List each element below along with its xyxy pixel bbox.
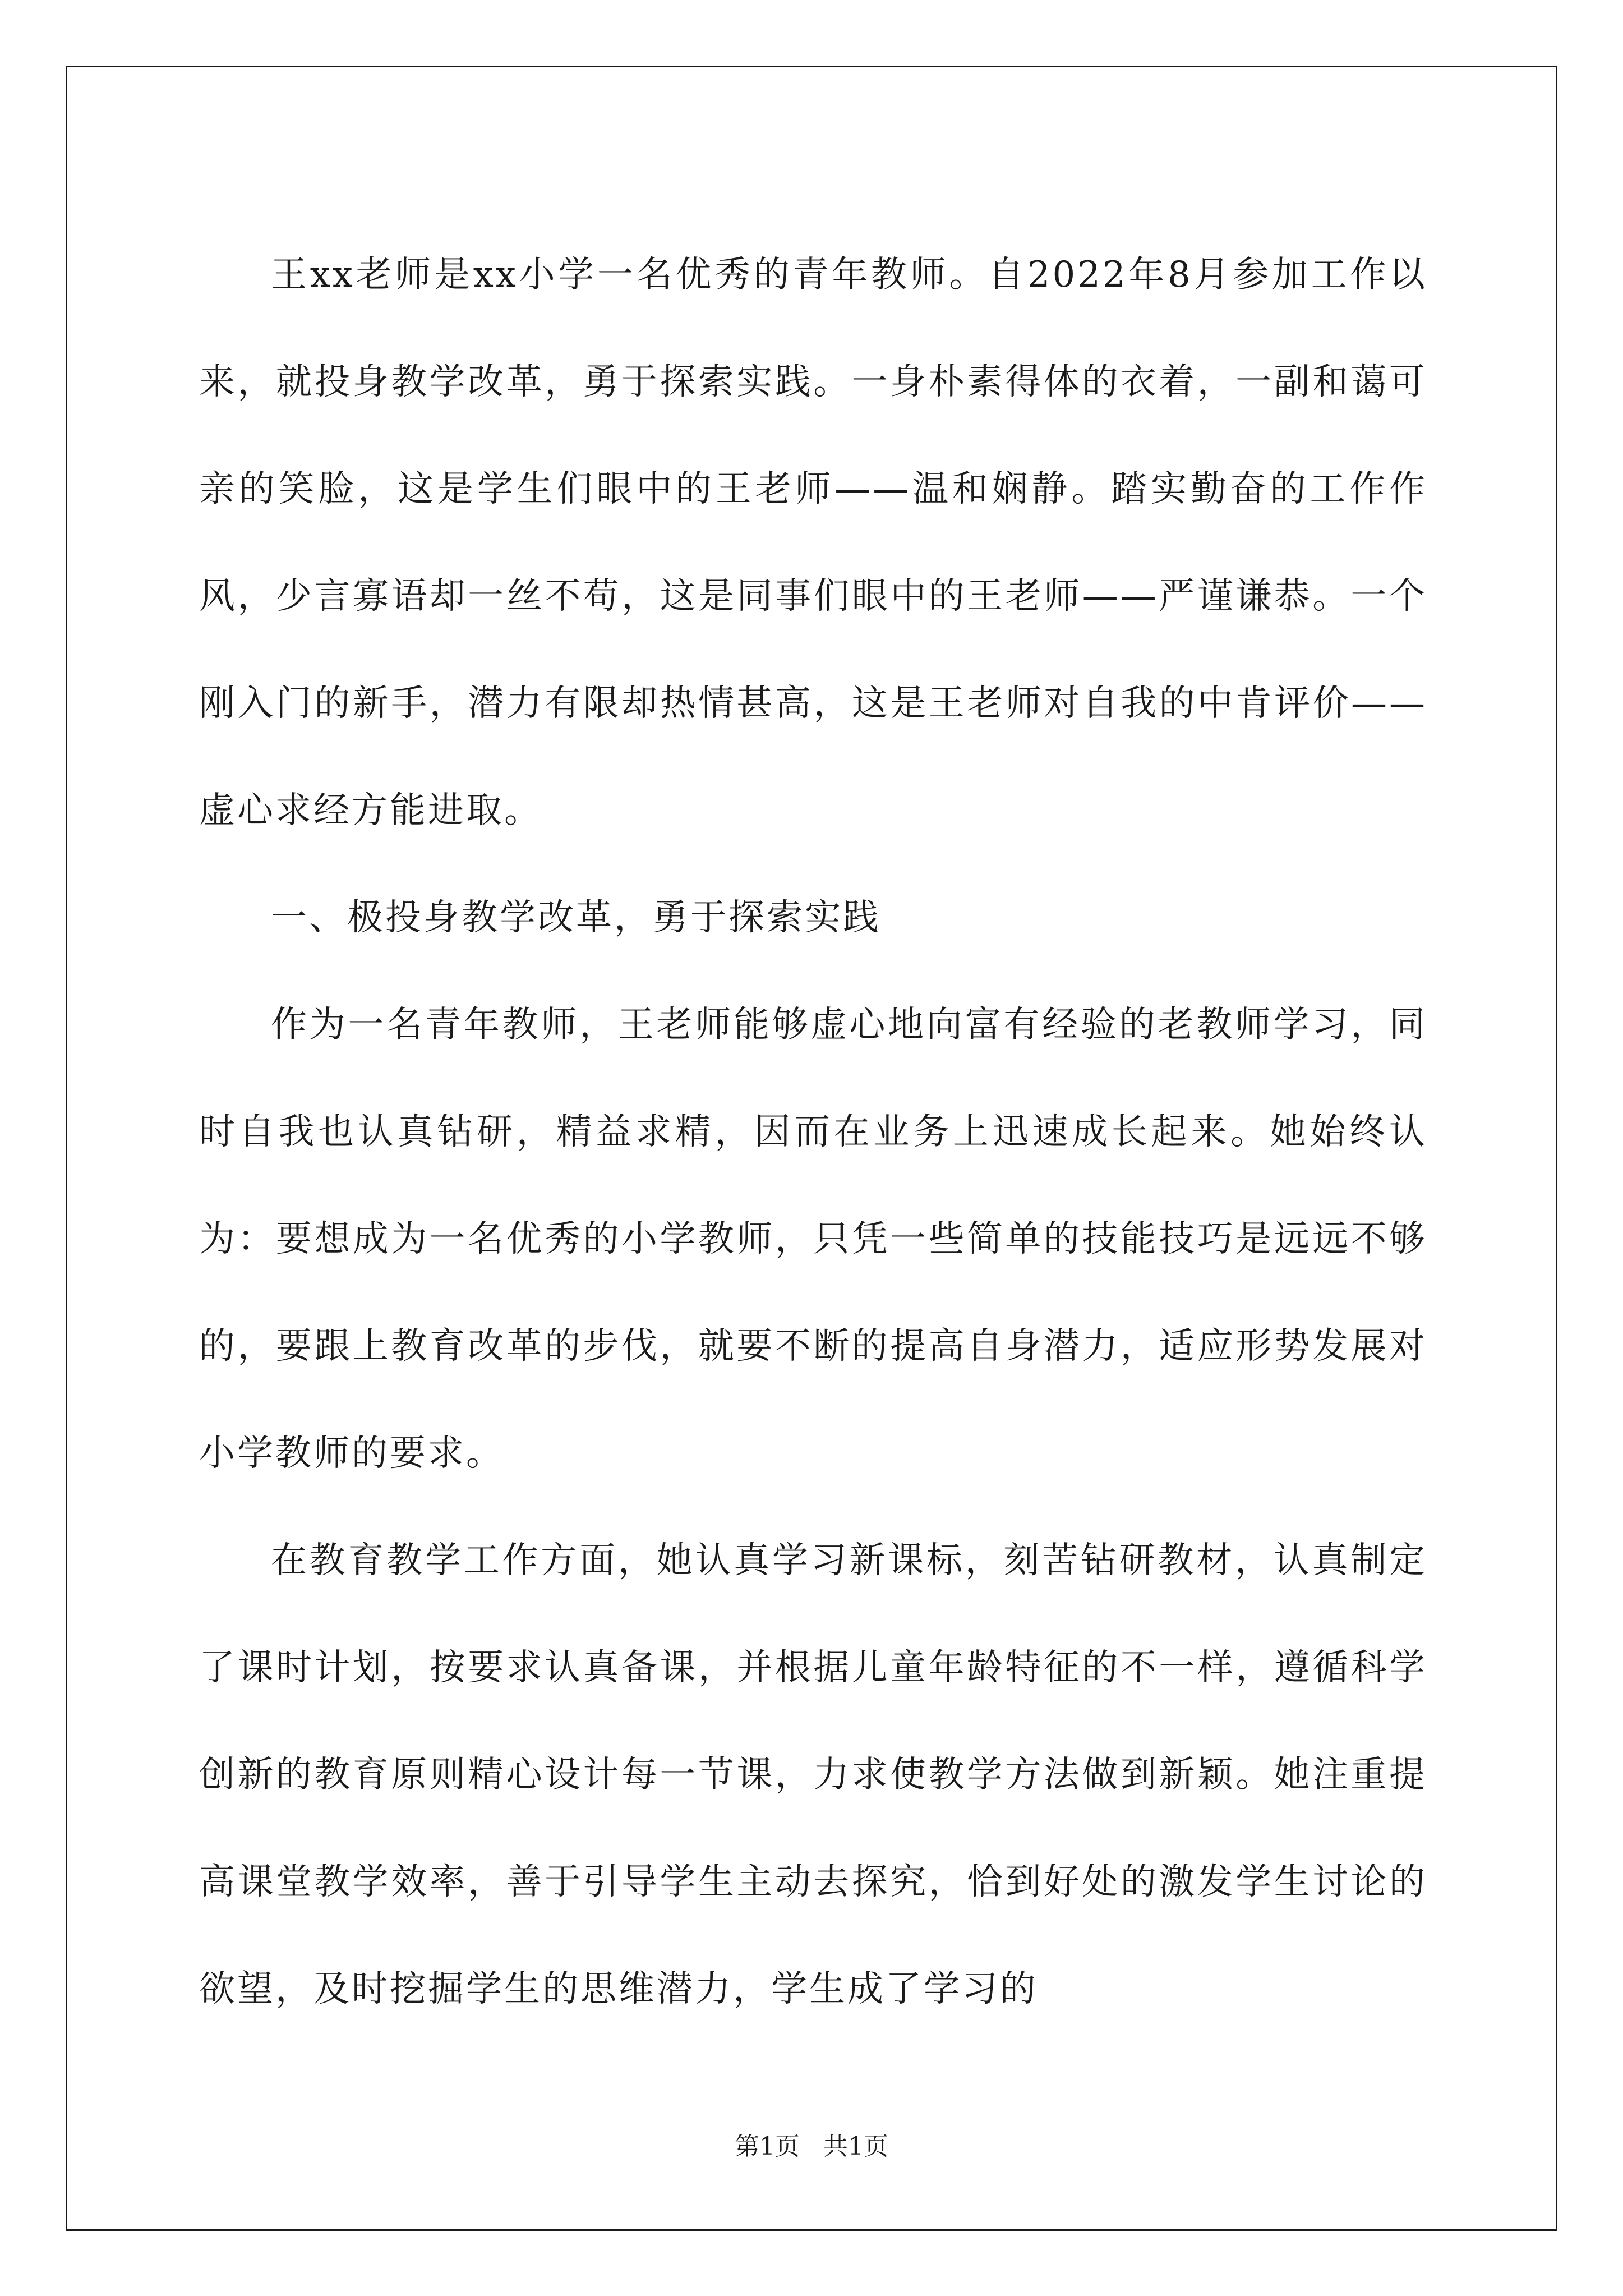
paragraph-teaching: 在教育教学工作方面，她认真学习新课标，刻苦钻研教材，认真制定了课时计划，按要求认真备课，并根据儿童年龄特征的不一样，遵循科学创新的教育原则精心设计每一节课，力求使教学方法做到新颖。她注重提高课堂教学效率，善于引导学生主动去探究，恰到好处的激发学生讨论的欲望，及时挖掘学生的思维潜力，学生成了学习的 — [199, 1540, 1427, 2010]
page-number-footer: 第1页 共1页 — [735, 2132, 888, 2161]
paragraph-intro: 王xx老师是xx小学一名优秀的青年教师。自2022年8月参加工作以来，就投身教学改革，勇于探索实践。一身朴素得体的衣着，一副和蔼可亲的笑脸，这是学生们眼中的王老师——温和娴静。踏实勤奋的工作作风，少言寡语却一丝不苟，这是同事们眼中的王老师——严谨谦恭。一个刚入门的新手，潜力有限却热情甚高，这是王老师对自我的中肯评价——虚心求经方能进取。 — [199, 254, 1427, 831]
paragraph-growth: 作为一名青年教师，王老师能够虚心地向富有经验的老教师学习，同时自我也认真钻研，精益求精，因而在业务上迅速成长起来。她始终认为：要想成为一名优秀的小学教师，只凭一些简单的技能技巧是远远不够的，要跟上教育改革的步伐，就要不断的提高自身潜力，适应形势发展对小学教师的要求。 — [199, 1004, 1427, 1474]
document-body — [199, 222, 1427, 2043]
section-heading: 一、极投身教学改革，勇于探索实践 — [271, 897, 881, 938]
